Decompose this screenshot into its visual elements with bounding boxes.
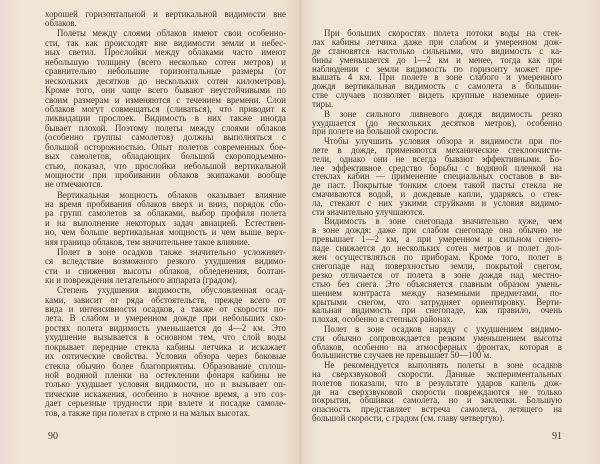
- text-line: жен осуществляться по приборам. Кроме того, полет в: [312, 252, 562, 263]
- text-line: опасность представляет встреча самолета, летящего на: [312, 404, 562, 415]
- paragraph: [45, 248, 286, 286]
- text-line: дает серьезные трудности при взлете и посадке самоле-: [45, 398, 286, 409]
- text-line: и на выполнение некоторых задач авиацией. Естествен-: [45, 217, 286, 228]
- paragraph: [312, 217, 562, 324]
- text-line: лета. В слабом и умеренном дожде при небольших ско-: [45, 313, 286, 324]
- text-line: на сверхзвуковой скорости. Данные экспериментальных: [312, 368, 562, 379]
- text-line: небольшую толщину (всего несколько сотен метров) и: [45, 56, 286, 67]
- text-line: облаков.: [45, 18, 77, 29]
- text-line: ра групп самолетов за облаками, выбор профиля полета: [45, 208, 286, 219]
- text-line: ростях полета видимость уменьшается до 4—2 км. Это: [45, 322, 286, 333]
- paragraph: [312, 29, 562, 109]
- text-line: ками, зависит от ряда обстоятельств, прежде всего от: [45, 294, 286, 305]
- text-line: ухудшение вызывается в основном тем, что слой воды: [45, 332, 286, 343]
- text-line: Полет в зоне осадков наряду с ухудшением видимо-: [324, 323, 562, 334]
- text-line: своим размерам и изменяются с течением времени. Слои: [45, 94, 286, 105]
- paragraph: [45, 191, 286, 248]
- text-line: ной водяной пленки на остеклении фонаря кабины не: [45, 370, 286, 380]
- text-line: мощности при пробивании облаков экипажами вообще: [45, 170, 286, 181]
- text-line: сти значительно улучшаются.: [312, 207, 425, 217]
- text-line: В зоне сильного ливневого дождя видимость резко: [324, 108, 562, 119]
- text-line: Полеты между слоями облаков имеют свои особенно-: [57, 28, 286, 39]
- text-line: паде снижается до нескольких сотен метров и полет дол-: [312, 243, 562, 254]
- text-line: покрытия, обшивки самолета, но и заклепки. Большую: [312, 395, 562, 406]
- paragraph: [312, 137, 562, 217]
- right-page-text: [312, 29, 562, 424]
- text-line: плохая, особенно в степных районах.: [312, 314, 453, 325]
- text-line: большой осторожностью. Опыт полетов современных бое-: [45, 141, 286, 152]
- text-line: сравнительно небольшие горизонтальные размеры (от: [45, 66, 286, 77]
- text-line: бины уменьшается до 1—2 км и менее, тогда как при: [312, 54, 562, 65]
- text-line: их оптические свойства. Условия обзора через боковые: [45, 351, 286, 362]
- text-line: вых самолетов, обладающих большой скороподъемно-: [45, 151, 286, 162]
- text-line: хорошей горизонтальной и вертикальной видимости вне: [45, 9, 286, 19]
- text-line: тические искажения, особенно в ночное время, а это соз-: [45, 388, 286, 399]
- text-line: ликвидации прослоек. Видимость в них также иногда: [45, 113, 286, 124]
- text-line: де паст. Покрытые тонким слоем такой пасты стекла не: [312, 180, 562, 191]
- text-line: Полет в зоне осадков также значительно усложняет-: [57, 246, 286, 257]
- text-line: сти обычно сопровождается резким уменьшением высоты: [312, 332, 562, 343]
- text-line: не отмечаются.: [45, 179, 103, 190]
- text-line: вышать 4 км. При полете в зоне слабого и умеренного: [312, 72, 562, 83]
- text-line: бывает плохой. Поэтому полеты между слоями облаков: [45, 122, 286, 133]
- text-line: только ухудшает условия видимости, но и вызывает оп-: [45, 379, 286, 390]
- text-line: покрывает передние стекла кабины летчика и искажает: [45, 341, 286, 352]
- text-line: тели, однако они не всегда бывают эффективными. Бо-: [312, 153, 562, 164]
- text-line: вида и интенсивности осадков, а также от скорости по-: [45, 303, 286, 314]
- text-line: сти и снижения высоты облаков, обледенения, болтан-: [45, 265, 286, 276]
- text-line: дождя вертикальная видимость с самолета в большин-: [312, 81, 562, 92]
- text-line: стеклах кабин — применение специальных составов в ви-: [312, 171, 562, 182]
- text-line: резко отличается от полета в зоне дождя над местно-: [312, 269, 562, 280]
- text-line: При больших скоростях полета потоки воды на стек-: [324, 28, 562, 38]
- text-line: стве случаев позволяет видеть крупные наземные ориен-: [312, 90, 562, 101]
- left-page-text: [45, 10, 286, 419]
- page-number-left: 90: [48, 431, 58, 442]
- paragraph: [45, 286, 286, 418]
- text-line: лах кабины летчика даже при слабом и умеренном дож-: [312, 36, 562, 47]
- text-line: Кроме того, они чаще всего бывают неустойчивыми по: [45, 85, 286, 96]
- text-line: снегопаде над поверхностью земли, покрытой снегом,: [312, 260, 562, 271]
- paragraph: [312, 110, 562, 137]
- text-line: де становятся настолько сильными, что видимость с ка-: [312, 45, 562, 56]
- text-line: шением контраста между наземными предметами, по-: [312, 287, 562, 298]
- text-line: стекла обычно более благоприятны. Образование сплош-: [45, 360, 286, 371]
- text-line: ла, стекают с них узкими струйками и условия видимо-: [312, 198, 562, 209]
- text-line: Не рекомендуется выполнять полеты в зоне осадков: [324, 359, 562, 370]
- text-line: при полете на большой скорости.: [312, 126, 439, 137]
- page-number-right: 91: [552, 431, 562, 442]
- text-line: ных светил. Прослойки между облаками часто имеют: [45, 47, 286, 58]
- text-line: Степень ухудшения видимости, обусловленная осад-: [57, 285, 286, 296]
- paragraph: [45, 29, 286, 189]
- text-line: облаков могут совмещаться (сливаться), что приводит к: [45, 103, 286, 114]
- text-line: Видимость в зоне снегопада значительно хуже, чем: [324, 216, 562, 227]
- text-line: Вертикальная мощность облаков оказывает влияние: [57, 189, 286, 200]
- text-line: (особенно группы самолетов) должны выполняться с: [45, 132, 286, 143]
- text-line: смачиваются водой, и дождевые капли, ударяясь о стек-: [312, 189, 562, 200]
- text-line: дя на сверхзвуковой скорости повреждаются не только: [312, 386, 562, 397]
- text-line: большой скорости, с градом (см. главу четвертую).: [312, 413, 505, 424]
- paragraph: [312, 361, 562, 423]
- text-line: в зоне дождя: даже при слабом снегопаде она обычно не: [312, 225, 562, 236]
- text-line: облаков, особенно на атмосферных фронтах, которая в: [312, 341, 562, 352]
- text-line: тиры.: [312, 99, 334, 110]
- text-line: на время пробивания облаков вверх и вниз, порядок сбо-: [45, 198, 286, 209]
- text-line: ся вследствие возможного резкого ухудшения видимо-: [45, 256, 286, 267]
- text-line: сти, так как происходят вне видимости земли и небес-: [45, 37, 286, 48]
- text-line: ухудшается (до нескольких десятков метров), особенно: [312, 117, 562, 128]
- text-line: полетов показали, что в результате ударов капель дож-: [312, 377, 562, 388]
- text-line: но, чем больше вертикальная мощность и чем выше верх-: [45, 227, 286, 238]
- text-line: крытыми снегом, что затрудняет ориентировку. Верти-: [312, 296, 562, 307]
- text-line: Чтобы улучшить условия обзора и видимости при по-: [324, 135, 562, 146]
- text-line: тов, а также при полетах в строю и на малых высотах.: [45, 407, 251, 418]
- text-line: няя граница облаков, тем значительнее такое влияние.: [45, 236, 250, 247]
- text-line: превышает 1—2 км, а при умеренном и сильном снего-: [312, 234, 562, 245]
- text-line: кальная видимость при снегопаде, как правило, очень: [312, 305, 562, 316]
- text-line: лете в дожде, применяются механические стеклоочисти-: [312, 144, 562, 155]
- paragraph: [45, 10, 286, 29]
- text-line: нескольких десятков до нескольких сотен километров).: [45, 75, 286, 86]
- text-line: большинстве случаев не превышает 50—100 м.: [312, 350, 492, 361]
- text-line: наблюдении с земли видимость по горизонту может пре-: [312, 63, 562, 74]
- text-line: стью, показал, что прослойки небольшой вертикальной: [45, 160, 286, 171]
- text-line: стью без снега. Это объясняется главным образом умень-: [312, 278, 562, 289]
- paragraph: [312, 325, 562, 361]
- text-line: лее эффективное средство борьбы с водяной пленкой на: [312, 162, 562, 173]
- text-line: ки и повреждения летательного аппарата (градом).: [45, 275, 238, 286]
